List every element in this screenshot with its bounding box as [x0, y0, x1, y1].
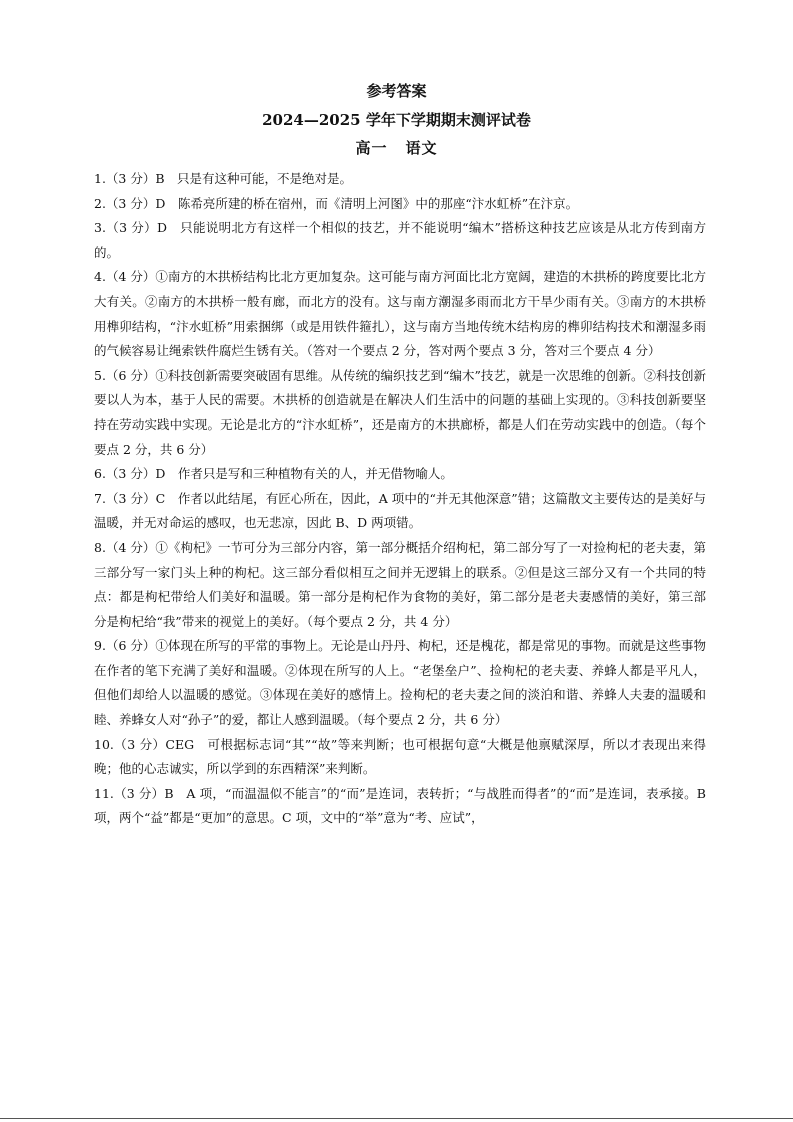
answer-text: 只能说明北方有这样一个相似的技艺，并不能说明“编木”搭桥这种技艺应该是从北方传到南方的。	[94, 220, 707, 260]
answer-number: 4.（4 分）	[94, 269, 156, 285]
answer-number: 7.（3 分）C	[94, 490, 178, 506]
answer-number: 9.（6 分）	[94, 638, 156, 654]
answer-text: ①科技创新需要突破固有思维。从传统的编织技艺到“编木”技艺，就是一次思维的创新。②科技创新要以人为本，基于人民的需要。木拱桥的创造就是在解决人们生活中的问题的基础上实现的。③科技创新要坚持在劳动实践中实现。无论是北方的“汴水虹桥”，还是南方的木拱廊桥，都是人们在劳动实践中的创造。（每个要点 2 分，共 6 分）	[94, 367, 706, 457]
answer-number: 8.（4 分）	[94, 539, 156, 555]
answer-text: 作者以此结尾，有匠心所在，因此，A 项中的“并无其他深意”错；这篇散文主要传达的是美好与温暖，并无对命运的感叹，也无悲凉，因此 B、D 两项错。	[94, 490, 706, 531]
subject-label: 语文	[405, 139, 438, 157]
page-bottom-rule	[0, 1118, 793, 1119]
answer-item-11	[94, 782, 706, 831]
answer-item-6	[94, 462, 706, 487]
answer-text: 陈希亮所建的桥在宿州，而《清明上河图》中的那座“汴水虹桥”在汴京。	[177, 195, 579, 211]
answer-text: 可根据标志词“其”“故”等来判断；也可根据句意“大概是他禀赋深厚，所以才表现出来得晚；他的心志诚实，所以学到的东西精深”来判断。	[94, 736, 706, 777]
grade-label: 高一	[355, 139, 388, 157]
grade-subject	[0, 137, 793, 158]
answer-number: 11.（3 分）B	[94, 785, 187, 801]
answer-text: ①南方的木拱桥结构比北方更加复杂。这可能与南方河面比北方宽阔，建造的木拱桥的跨度要比北方大有关。②南方的木拱桥一般有廊，而北方的没有。这与南方潮湿多雨而北方干旱少雨有关。③南方的木拱桥用榫卯结构，“汴水虹桥”用索捆绑（或是用铁件箍扎），这与南方当地传统木结构房的榫卯结构技术和潮湿多雨的气候容易让绳索铁件腐烂生锈有关。（答对一个要点 2 分，答对两个要点 3 分，答对三个要点 4 分）	[94, 269, 706, 359]
answer-item-3	[94, 216, 706, 265]
answer-text: A 项，“而温温似不能言”的“而”是连词，表转折；“与战胜而得者”的“而”是连词，表承接。B 项，两个“益”都是“更加”的意思。C 项，文中的“举”意为“考、应试”，	[94, 785, 706, 826]
answer-item-1	[94, 167, 706, 192]
answer-text: 作者只是写和三种植物有关的人，并无借物喻人。	[177, 466, 453, 482]
answer-item-8	[94, 536, 706, 634]
answer-text: ①《枸杞》一节可分为三部分内容，第一部分概括介绍枸杞，第二部分写了一对捡枸杞的老夫妻，第三部分写一家门头上种的枸杞。这三部分看似相互之间并无逻辑上的联系。②但是这三部分又有一个共同的特点：都是枸杞带给人们美好和温暖。第一部分是枸杞作为食物的美好，第二部分是老夫妻感情的美好，第三部分是枸杞给“我”带来的视觉上的美好。（每个要点 2 分，共 4 分）	[94, 539, 706, 629]
answer-list	[94, 167, 706, 831]
answer-number: 6.（3 分）D	[94, 466, 178, 482]
answer-number: 3.（3 分）D	[94, 220, 181, 236]
answer-number: 10.（3 分）CEG	[94, 736, 208, 752]
answer-item-10	[94, 733, 706, 782]
answer-key-title: 参考答案	[366, 82, 427, 100]
answer-item-7	[94, 487, 706, 536]
answer-text: 只是有这种可能，不是绝对是。	[177, 171, 353, 186]
exam-title: 2024—2025 学年下学期期末测评试卷	[262, 111, 531, 129]
answer-number: 5.（6 分）	[94, 367, 156, 383]
answer-number: 1.（3 分）B	[94, 171, 178, 186]
answer-number: 2.（3 分）D	[94, 195, 178, 211]
answer-item-2	[94, 192, 706, 217]
answer-item-4	[94, 265, 706, 363]
answer-item-9	[94, 634, 706, 732]
answer-text: ①体现在所写的平常的事物上。无论是山丹丹、枸杞，还是槐花，都是常见的事物。而就是这些事物在作者的笔下充满了美好和温暖。②体现在所写的人上。“老堡垒户”、捡枸杞的老夫妻、养蜂人都是平凡人，但他们却给人以温暖的感觉。③体现在美好的感情上。捡枸杞的老夫妻之间的淡泊和谐、养蜂人夫妻的温暖和睦、养蜂女人对“孙子”的爱，都让人感到温暖。（每个要点 2 分，共 6 分）	[94, 638, 706, 728]
answer-item-5	[94, 364, 706, 462]
